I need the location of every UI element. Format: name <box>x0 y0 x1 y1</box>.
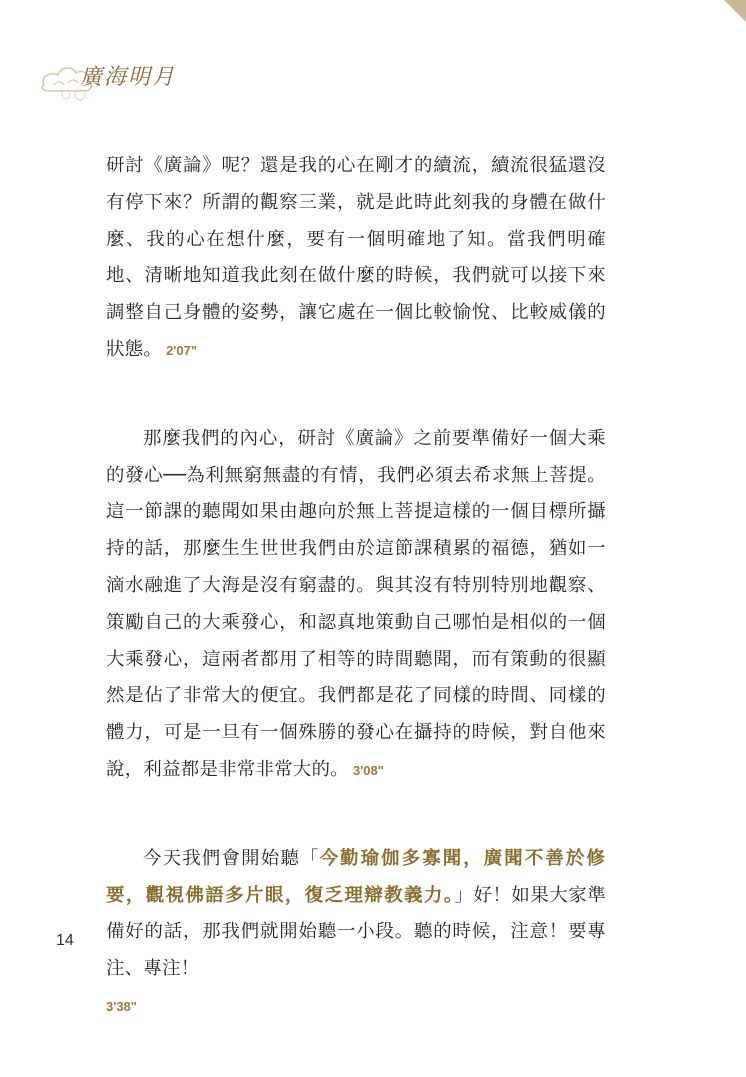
corner-decoration <box>724 0 746 22</box>
timestamp: 3'38" <box>106 998 137 1014</box>
verse-quote: 今勤瑜伽多寡聞，廣聞不善於修要，觀視佛語多片眼，復乏理辯教義力。 <box>106 847 606 906</box>
paragraph-2 <box>106 421 606 790</box>
page-number: 14 <box>56 932 74 949</box>
timestamp: 3'08" <box>352 762 384 778</box>
timestamp: 2'07" <box>166 342 198 358</box>
paragraph-text: 那麼我們的內心，研討《廣論》之前要準備好一個大乘的發心──為利無窮無盡的有情，我們必須去希求無上菩提。這一節課的聽聞如果由趣向於無上菩提這樣的一個目標所攝持的話，那麼生生世世我們由於這節課積累的福德，猶如一滴水融進了大海是沒有窮盡的。與其沒有特別特別地觀察、策勵自己的大乘發心，和認真地策動自己哪怕是相似的一個大乘發心，這兩者都用了相等的時間聽聞，而有策動的很顯然是佔了非常大的便宜。我們都是花了同樣的時間、同樣的體力，可是一旦有一個殊勝的發心在攝持的時候，對自他來說，利益都是非常非常大的。 <box>106 427 606 780</box>
paragraph-text: 研討《廣論》呢？還是我的心在剛才的續流，續流很猛還沒有停下來？所謂的觀察三業，就是此時此刻我的身體在做什麼、我的心在想什麼，要有一個明確地了知。當我們明確地、清晰地知道我此刻在做什麼的時候，我們就可以接下來調整自己身體的姿勢，讓它處在一個比較愉悅、比較威儀的狀態。 <box>106 155 606 360</box>
paragraph-3 <box>106 841 606 1026</box>
main-content <box>106 148 606 1077</box>
paragraph-1 <box>106 148 606 370</box>
logo-title: 廣海明月 <box>80 65 177 90</box>
paragraph-text: 今天我們會開始聽「 <box>143 847 320 869</box>
paragraph-text: 」好！如果大家準備好的話，那我們就開始聽一小段。聽的時候，注意！要專注、專注！ <box>106 884 606 980</box>
